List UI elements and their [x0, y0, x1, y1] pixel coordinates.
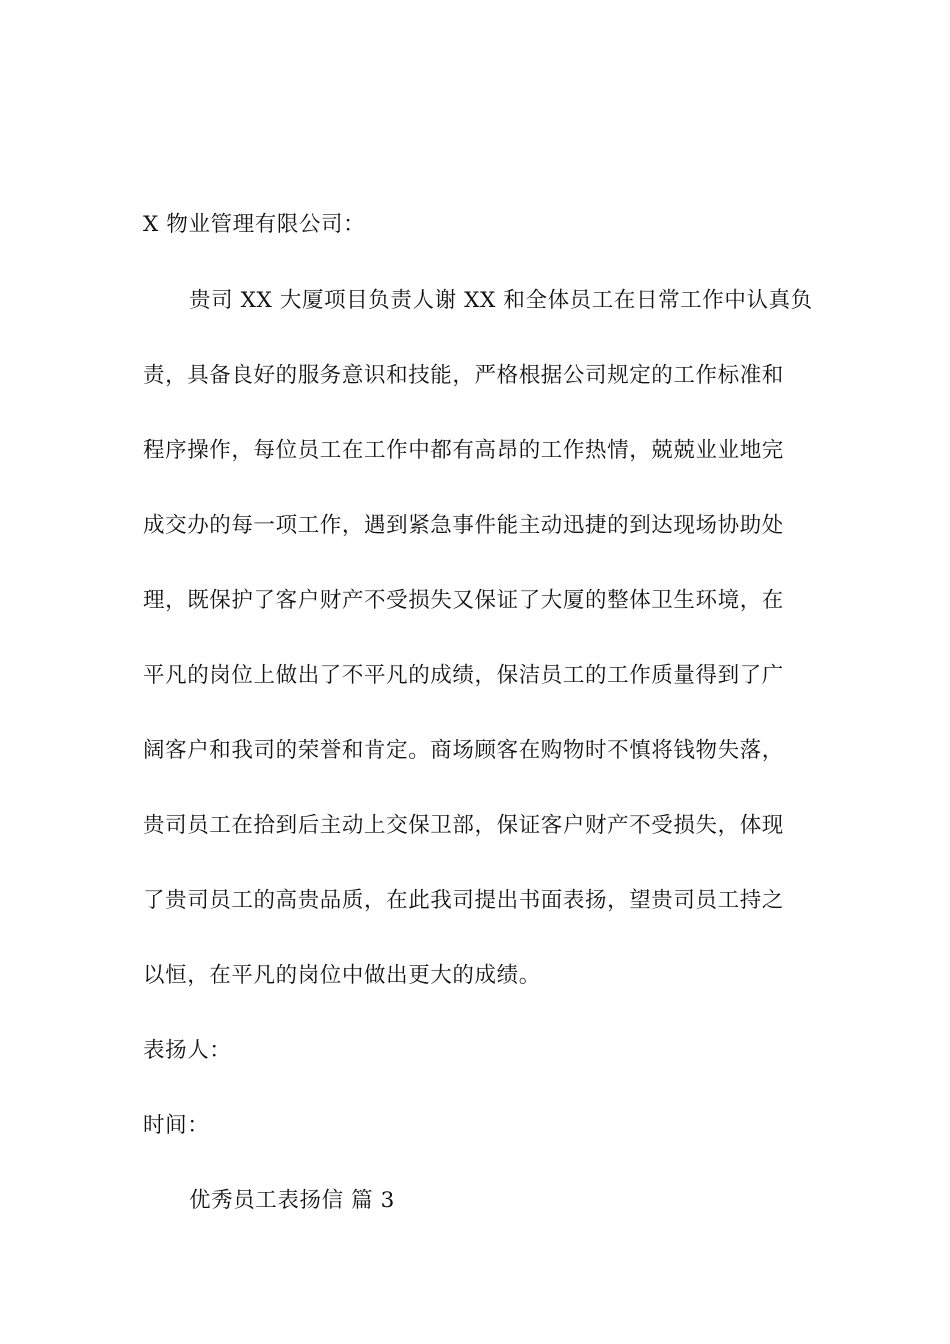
body-line: 以恒，在平凡的岗位中做出更大的成绩。: [143, 963, 541, 988]
body-line: 责，具备良好的服务意识和技能，严格根据公司规定的工作标准和: [143, 363, 784, 388]
commender-label: 表扬人：: [143, 1038, 232, 1063]
time-label: 时间：: [143, 1113, 210, 1138]
salutation: X 物业管理有限公司：: [143, 212, 366, 237]
body-line: 平凡的岗位上做出了不平凡的成绩，保洁员工的工作质量得到了广: [143, 663, 784, 688]
next-section-title: 优秀员工表扬信 篇 3: [189, 1188, 395, 1213]
body-line: 理，既保护了客户财产不受损失又保证了大厦的整体卫生环境，在: [143, 588, 784, 613]
body-line: 程序操作，每位员工在工作中都有高昂的工作热情，兢兢业业地完: [143, 438, 784, 463]
body-line: 了贵司员工的高贵品质，在此我司提出书面表扬，望贵司员工持之: [143, 888, 784, 913]
body-line: 贵司员工在拾到后主动上交保卫部，保证客户财产不受损失，体现: [143, 813, 784, 838]
body-line: 成交办的每一项工作，遇到紧急事件能主动迅捷的到达现场协助处: [143, 513, 784, 538]
body-line: 阔客户和我司的荣誉和肯定。商场顾客在购物时不慎将钱物失落，: [143, 738, 784, 763]
body-line: 贵司 XX 大厦项目负责人谢 XX 和全体员工在日常工作中认真负: [189, 288, 813, 313]
